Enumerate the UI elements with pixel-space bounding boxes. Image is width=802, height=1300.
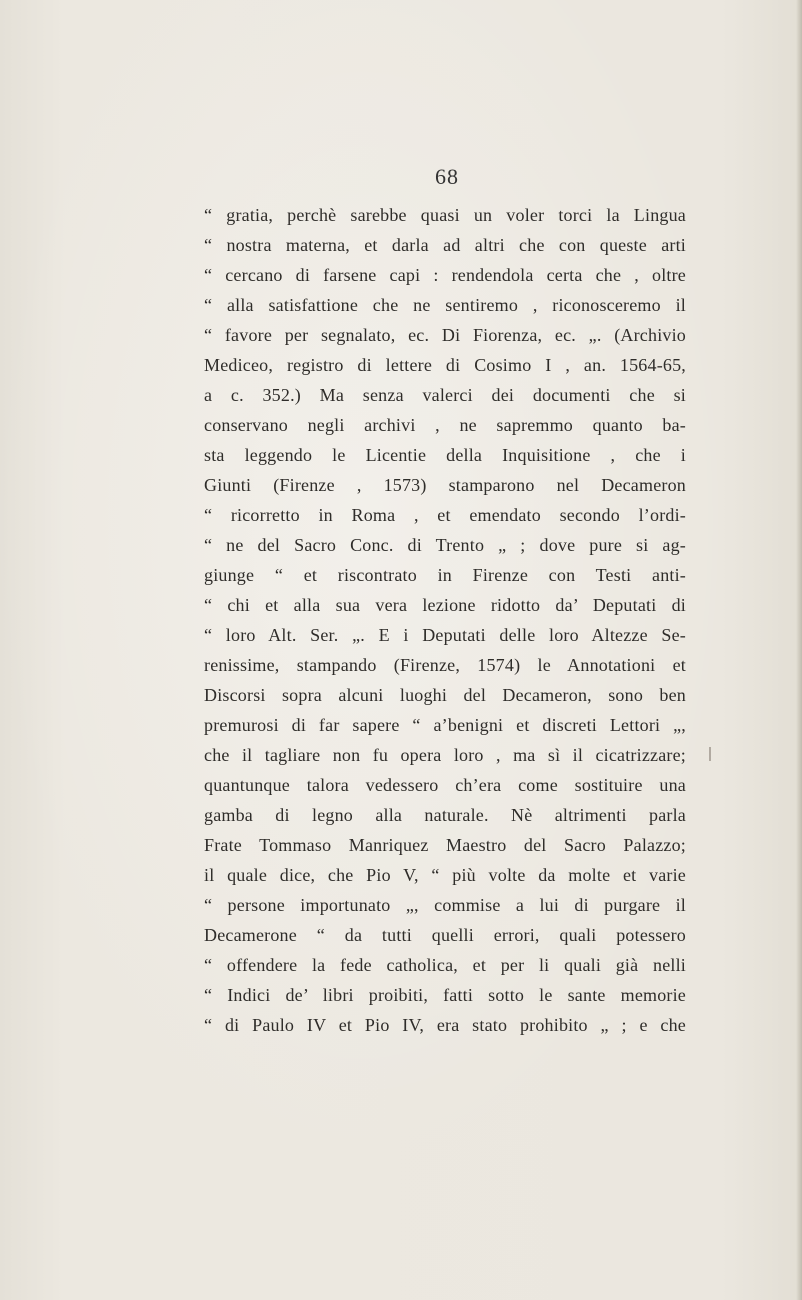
text-line: “ nostra materna, et darla ad altri che con queste arti (204, 235, 686, 255)
page-number: 68 (435, 164, 459, 189)
text-line: che il tagliare non fu opera loro , ma sì il cicatrizzare; (204, 745, 686, 765)
text-line: giunge “ et riscontrato in Firenze con Testi anti- (204, 565, 686, 585)
text-line: Giunti (Firenze , 1573) stamparono nel Decameron (204, 475, 686, 495)
text-line: “ alla satisfattione che ne sentiremo , riconosceremo il (204, 295, 686, 315)
text-line: Discorsi sopra alcuni luoghi del Decameron, sono ben (204, 685, 686, 705)
text-line: “ persone importunato „, commise a lui di purgare il (204, 895, 686, 915)
text-line: Decamerone “ da tutti quelli errori, quali potessero (204, 925, 686, 945)
text-line: il quale dice, che Pio V, “ più volte da molte et varie (204, 865, 686, 885)
text-line: “ ne del Sacro Conc. di Trento „ ; dove pure si ag- (204, 535, 686, 555)
text-line: “ ricorretto in Roma , et emendato secondo l’ordi- (204, 505, 686, 525)
text-line: “ offendere la fede catholica, et per li quali già nelli (204, 955, 686, 975)
body-text (204, 200, 686, 1040)
text-line: “ favore per segnalato, ec. Di Fiorenza, ec. „. (Archivio (204, 325, 686, 345)
text-line: “ loro Alt. Ser. „. E i Deputati delle loro Altezze Se- (204, 625, 686, 645)
text-line: sta leggendo le Licentie della Inquisitione , che i (204, 445, 686, 465)
text-line: “ gratia, perchè sarebbe quasi un voler torci la Lingua (204, 205, 686, 225)
text-line: renissime, stampando (Firenze, 1574) le Annotationi et (204, 655, 686, 675)
text-line: quantunque talora vedessero ch’era come sostituire una (204, 775, 686, 795)
text-line: “ cercano di farsene capi : rendendola certa che , oltre (204, 265, 686, 285)
text-line: gamba di legno alla naturale. Nè altrimenti parla (204, 805, 686, 825)
margin-mark (709, 747, 711, 761)
text-line: conservano negli archivi , ne sapremmo quanto ba- (204, 415, 686, 435)
text-line: “ di Paulo IV et Pio IV, era stato prohibito „ ; e che (204, 1015, 686, 1035)
text-line: Frate Tommaso Manriquez Maestro del Sacro Palazzo; (204, 835, 686, 855)
page-edge-shadow (796, 0, 802, 1300)
text-line: Medicеo, registro di lettere di Cosimo I , an. 1564-65, (204, 355, 686, 375)
text-line: “ Indici de’ libri proibiti, fatti sotto le sante memorie (204, 985, 686, 1005)
text-line: premurosi di far sapere “ a’benigni et discreti Lettori „, (204, 715, 686, 735)
text-line: a c. 352.) Ma senza valerci dei documenti che si (204, 385, 686, 405)
text-line: “ chi et alla sua vera lezione ridotto da’ Deputati di (204, 595, 686, 615)
